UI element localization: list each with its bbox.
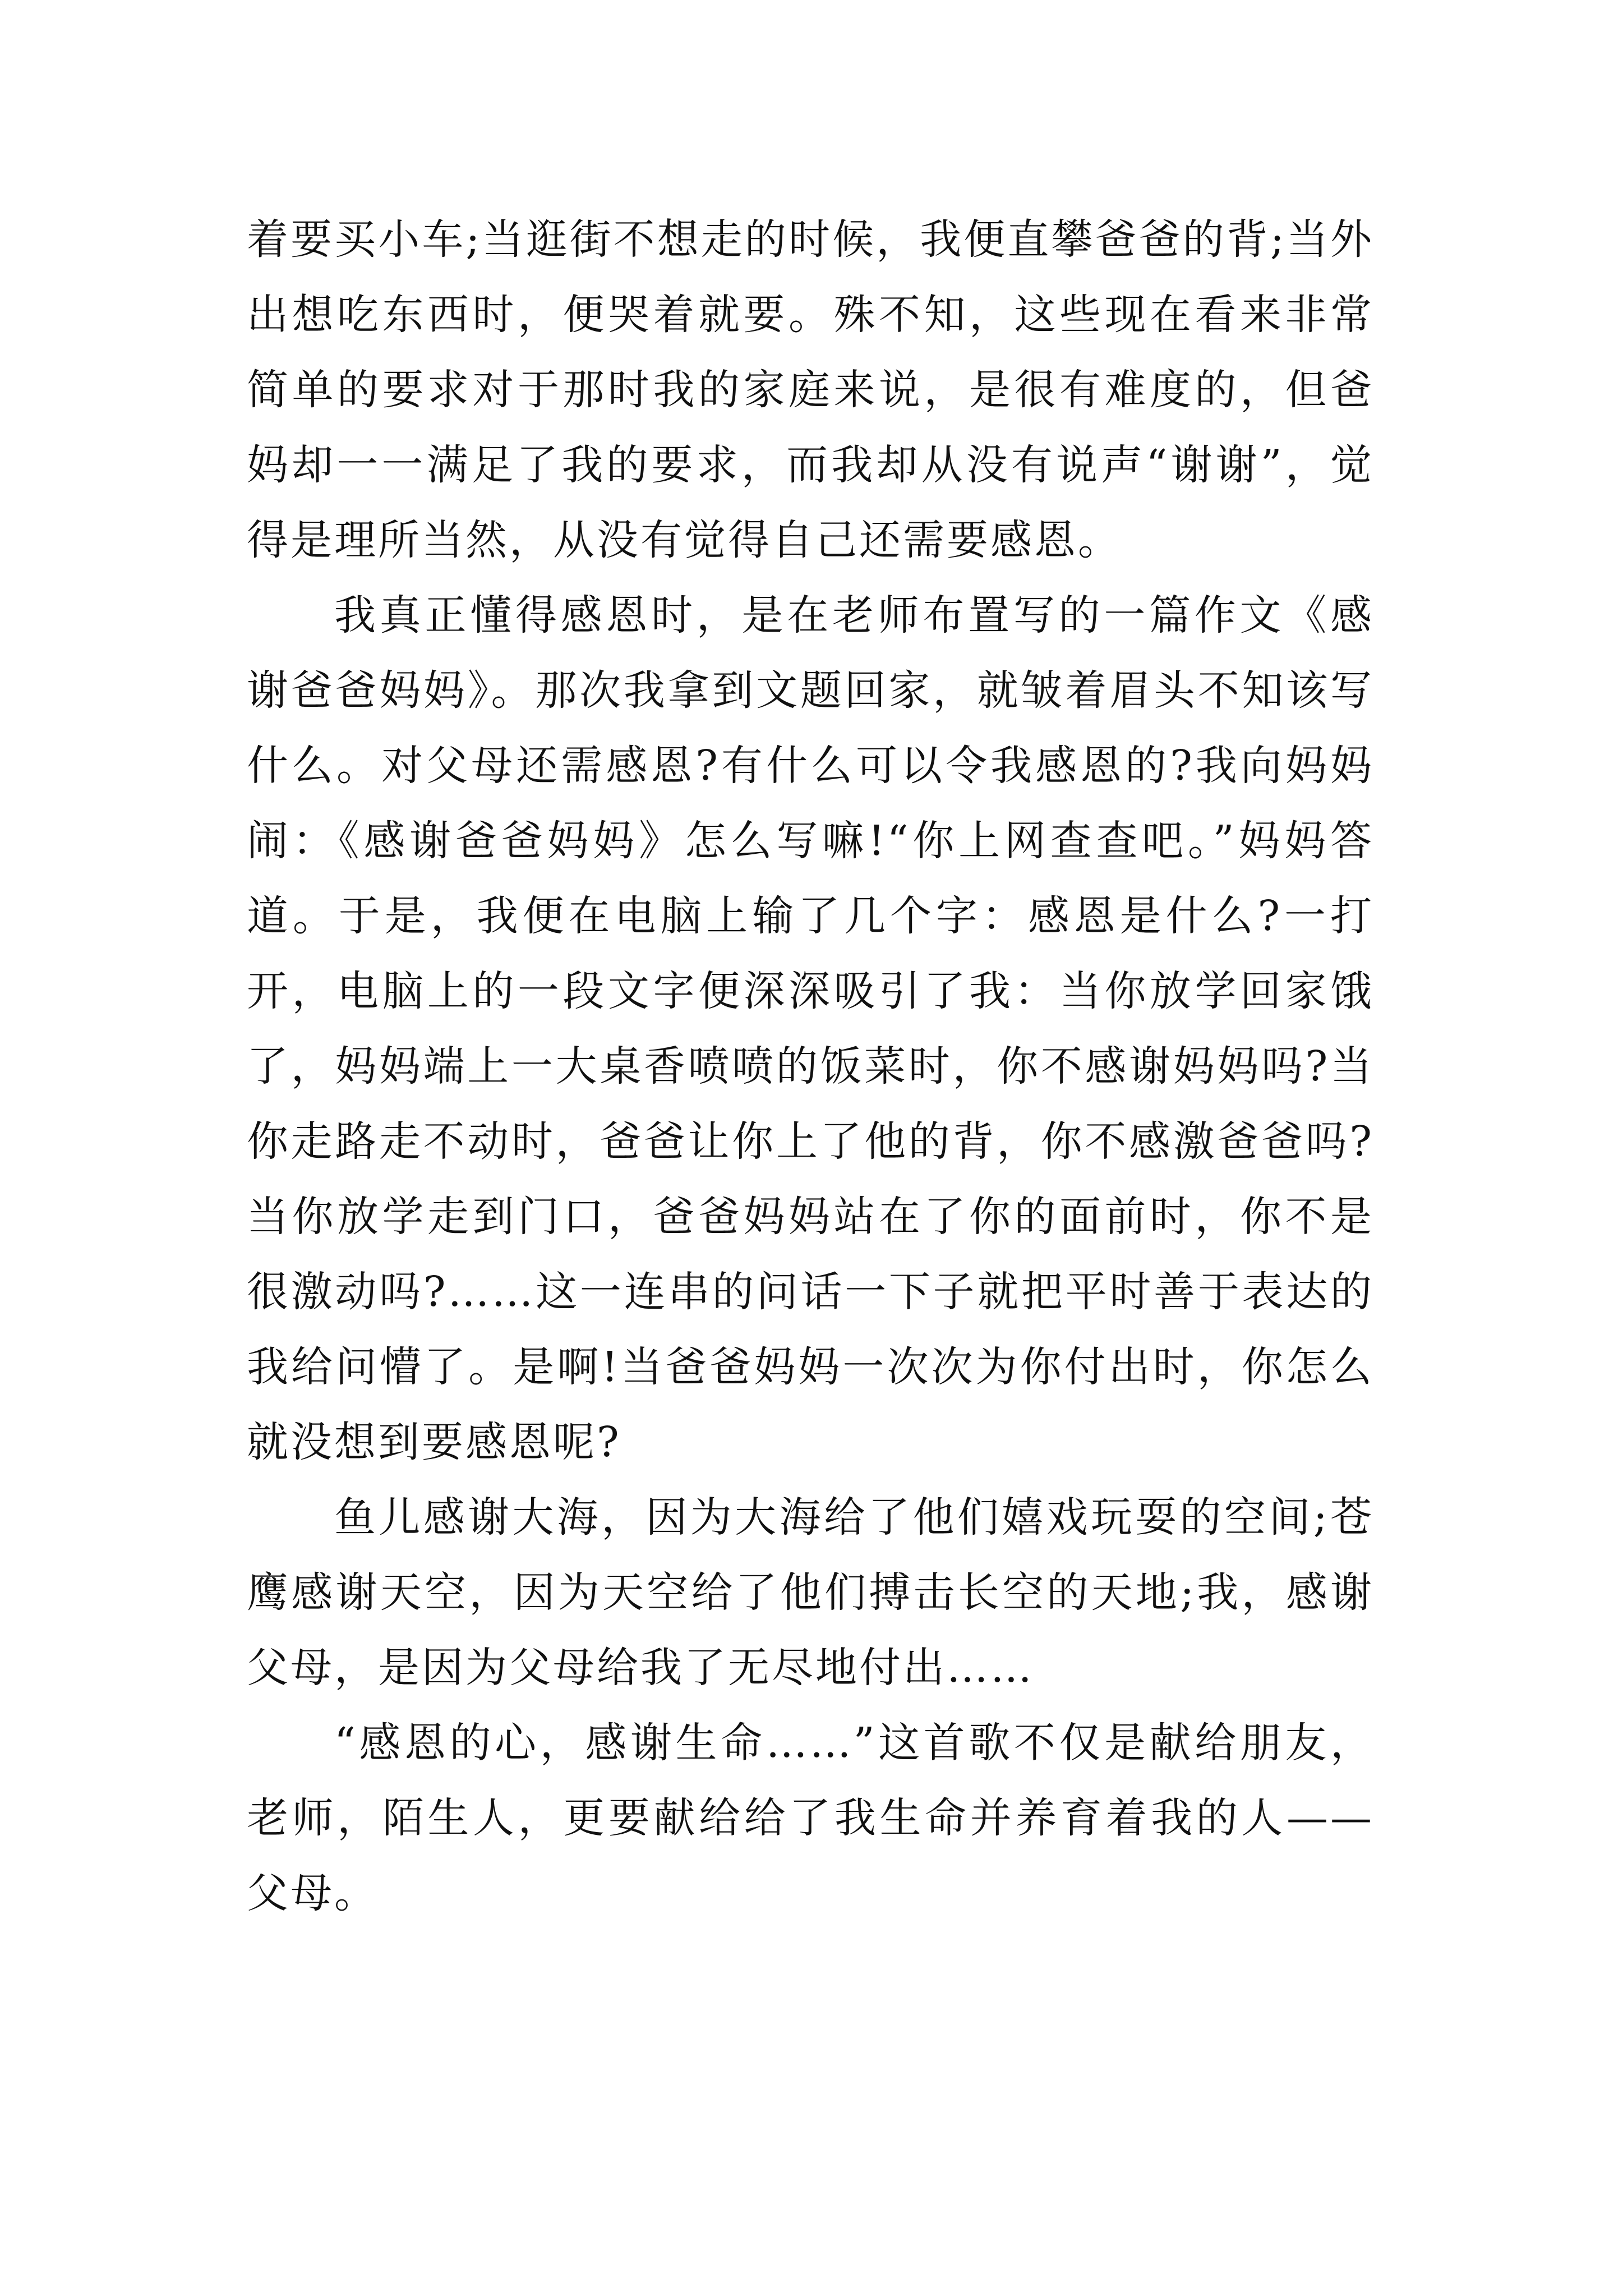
- paragraph-2: 我真正懂得感恩时，是在老师布置写的一篇作文《感谢爸爸妈妈》。那次我拿到文题回家，就皱着眉头不知该写什么。对父母还需感恩?有什么可以令我感恩的?我向妈妈闹：《感谢爸爸妈妈》怎么写嘛!“你上网查查吧。”妈妈答道。于是，我便在电脑上输了几个字：感恩是什么?一打开，电脑上的一段文字便深深吸引了我：当你放学回家饿了，妈妈端上一大桌香喷喷的饭菜时，你不感谢妈妈吗?当你走路走不动时，爸爸让你上了他的背，你不感激爸爸吗?当你放学走到门口，爸爸妈妈站在了你的面前时，你不是很激动吗?……这一连串的问话一下子就把平时善于表达的我给问懵了。是啊!当爸爸妈妈一次次为你付出时，你怎么就没想到要感恩呢?: [247, 591, 1374, 1466]
- paragraph-1: 着要买小车;当逛街不想走的时候，我便直攀爸爸的背;当外出想吃东西时，便哭着就要。殊不知，这些现在看来非常简单的要求对于那时我的家庭来说，是很有难度的，但爸妈却一一满足了我的要求，而我却从没有说声“谢谢”，觉得是理所当然，从没有觉得自己还需要感恩。: [247, 215, 1374, 564]
- document-body: [247, 202, 1374, 1931]
- paragraph-3: 鱼儿感谢大海，因为大海给了他们嬉戏玩耍的空间;苍鹰感谢天空，因为天空给了他们搏击长空的天地;我，感谢父母，是因为父母给我了无尽地付出……: [247, 1493, 1374, 1692]
- paragraph-4: “感恩的心，感谢生命……”这首歌不仅是献给朋友，老师，陌生人，更要献给给了我生命并养育着我的人——父母。: [247, 1719, 1374, 1917]
